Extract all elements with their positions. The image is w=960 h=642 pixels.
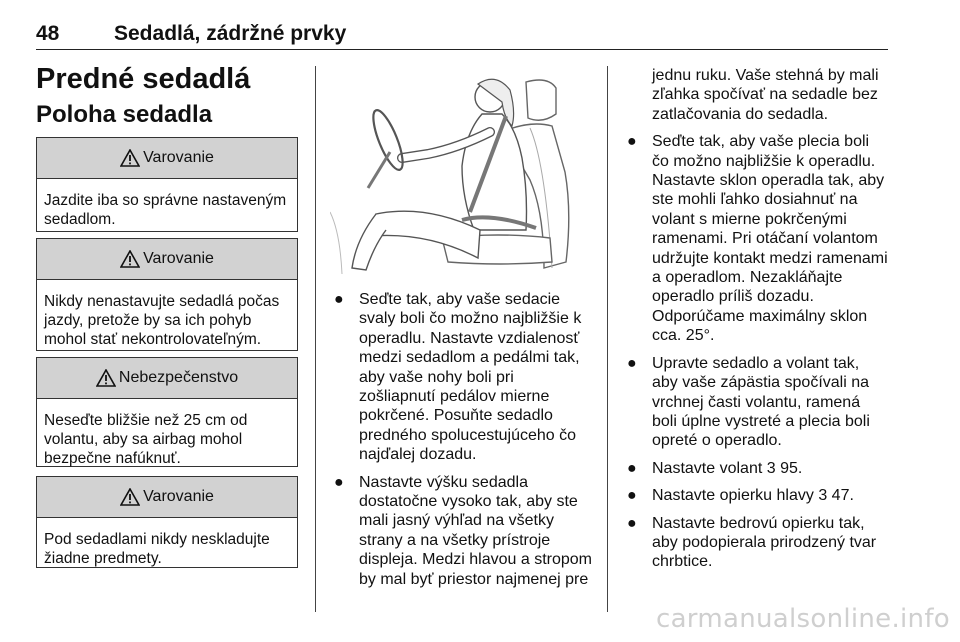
warning-triangle-icon xyxy=(96,369,116,387)
warning-triangle-icon xyxy=(120,488,140,506)
list-item-text: Seďte tak, aby vaše plecia boli čo možno najbližšie k operadlu. Nastavte sklon operadla tak, aby ste mohli ľahko dosiahnuť na volant s mierne pokrčenými ramenami. Pri otáčaní volantom udržujte kontakt medzi ramenami a operadlom. Nezakláňajte operadlo príliš dozadu. Odporúčame maximálny sklon cca. 25°. xyxy=(652,133,888,345)
list-item-text: Nastavte opierku hlavy xyxy=(652,487,814,505)
bullet-list xyxy=(330,290,592,597)
page-reference-link[interactable]: 95. xyxy=(780,459,803,477)
list-item-text: Nastavte volant xyxy=(652,459,763,477)
bullet-icon: ● xyxy=(334,473,344,491)
page-reference-arrow-icon: 3 xyxy=(766,459,776,477)
list-item xyxy=(623,132,888,345)
warning-title: Varovanie xyxy=(143,149,214,166)
bullet-icon: ● xyxy=(627,354,637,372)
list-item-text: Nastavte bedrovú opierku tak, aby podopierala prirodzený tvar chrbtice. xyxy=(652,514,877,571)
warning-box xyxy=(36,137,298,232)
bullet-icon: ● xyxy=(627,133,637,151)
list-item xyxy=(623,354,888,451)
warning-triangle-icon xyxy=(120,250,140,268)
right-column xyxy=(623,66,888,580)
bullet-icon: ● xyxy=(334,291,344,308)
warning-title: Varovanie xyxy=(143,250,214,267)
danger-text: Neseďte bližšie než 25 cm od volantu, aby sa airbag mohol bezpečne nafúknuť. xyxy=(44,412,248,467)
danger-title: Nebezpečenstvo xyxy=(118,369,239,386)
warning-title: Varovanie xyxy=(143,488,214,505)
subsection-title: Poloha sedadla xyxy=(36,101,213,128)
page-reference-arrow-icon: 3 xyxy=(818,487,828,505)
page-reference-link[interactable]: 47. xyxy=(831,487,854,505)
list-item xyxy=(330,290,592,465)
warning-header xyxy=(37,239,297,280)
danger-header xyxy=(37,358,297,399)
column-divider xyxy=(607,66,608,612)
section-title: Predné sedadlá xyxy=(36,63,251,95)
bullet-icon: ● xyxy=(627,487,637,505)
warning-box xyxy=(36,476,298,568)
running-title: Sedadlá, zádržné prvky xyxy=(114,22,347,45)
danger-box xyxy=(36,357,298,467)
warning-header xyxy=(37,138,297,179)
bullet-list xyxy=(623,132,888,572)
list-item-text: Nastavte výšku sedadla dostatočne vysoko tak, aby ste mali jasný výhľad na všetky strany a na všetky prístroje displeja. Medzi hlavou a stropom by mal byť priestor najmenej pre xyxy=(359,473,593,588)
seat-position-illustration xyxy=(330,62,592,274)
page-number: 48 xyxy=(36,22,60,45)
warning-box xyxy=(36,238,298,351)
bullet-icon: ● xyxy=(627,459,637,477)
warning-text: Nikdy nenastavujte sedadlá počas jazdy, pretože by sa ich pohyb mohol stať nekontrolovateľným. xyxy=(44,293,280,348)
list-item-text: Seďte tak, aby vaše sedacie svaly boli čo možno najbližšie k operadlu. Nastavte vzdialenosť medzi sedadlom a pedálmi tak, aby vaše nohy boli pri zošliapnutí pedálov mierne pokrčené. Posuňte sedadlo predného spolucestujúceho čo najďalej dozadu. xyxy=(359,291,582,464)
left-column xyxy=(36,62,298,567)
watermark: carmanualsonline.info xyxy=(655,604,950,634)
page-header xyxy=(36,16,888,50)
continued-text: jednu ruku. Vaše stehná by mali zľahka spočívať na sedadle bez zatlačovania do sedadla. xyxy=(652,67,879,123)
column-divider xyxy=(315,66,316,612)
warning-header xyxy=(37,477,297,518)
warning-text: Jazdite iba so správne nastaveným sedadlom. xyxy=(44,192,287,228)
list-item-text: Upravte sedadlo a volant tak, aby vaše zápästia spočívali na vrchnej časti volantu, ramená boli úplne vystreté a plecia boli opreté o operadlo. xyxy=(652,354,870,450)
bullet-icon: ● xyxy=(627,514,637,532)
list-item xyxy=(623,486,888,505)
list-item xyxy=(330,473,592,589)
list-item xyxy=(623,459,888,478)
warning-triangle-icon xyxy=(120,149,140,167)
list-item xyxy=(623,514,888,572)
warning-text: Pod sedadlami nikdy neskladujte žiadne predmety. xyxy=(44,531,270,567)
